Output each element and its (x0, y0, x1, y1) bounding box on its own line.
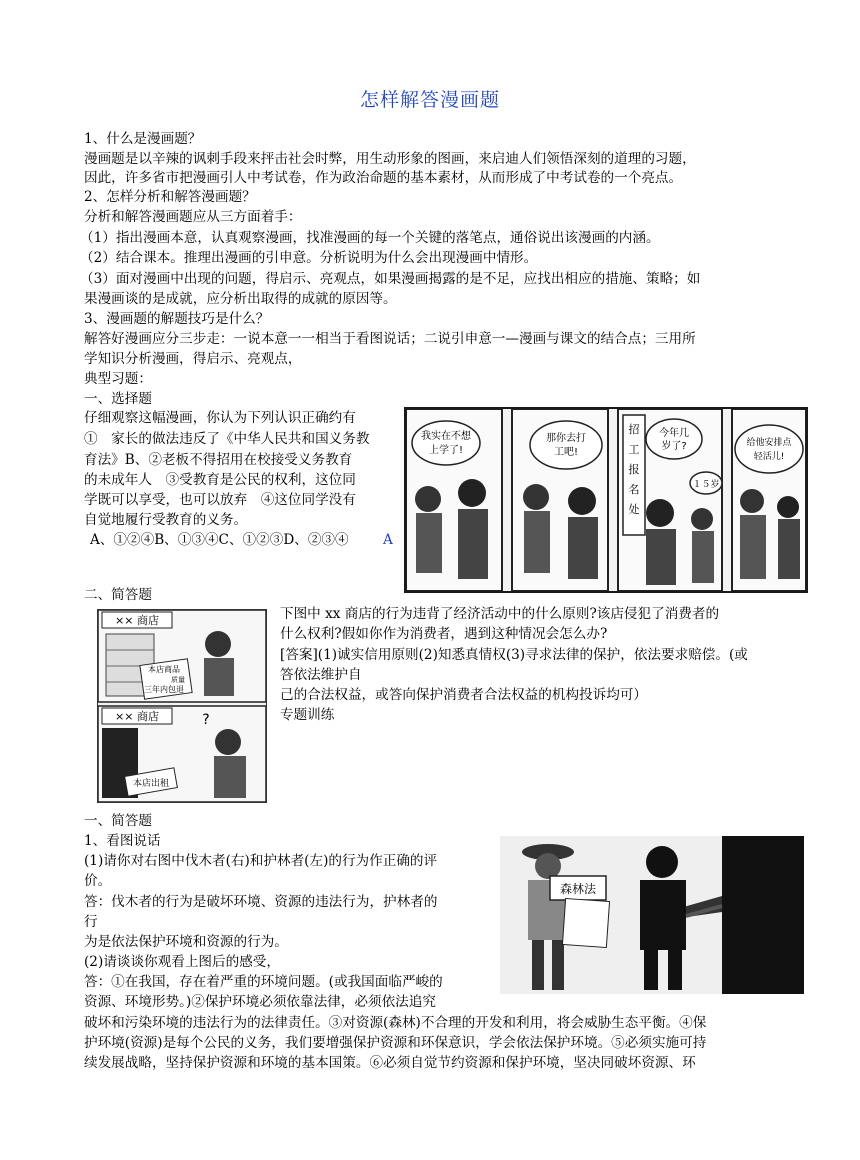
paragraph-line: 因此，许多省市把漫画引人中考试卷，作为政治命题的基本素材，从而形成了中考试卷的一个亮点。 (84, 170, 683, 186)
choice-text-line: ① 家长的做法违反了《中华人民共和国义务教 (84, 431, 370, 447)
step-3: （3）面对漫画中出现的问题，得启示、亮观点，如果漫画揭露的是不足，应找出相应的措施、策略；如 (80, 271, 701, 287)
short-answer-line: [答案](1)诚实信用原则(2)知悉真情权(3)寻求法律的保护，依法要求赔偿。(或 (280, 647, 748, 663)
training-text-line: 价。 (84, 873, 112, 889)
section-heading-short-answer: 二、简答题 (84, 587, 152, 603)
choice-text-line: 学既可以享受，也可以放弃 ④这位同学没有 (84, 492, 356, 508)
training-answer-line: 为是依法保护环境和资源的行为。 (84, 934, 288, 950)
paragraph-line: 分析和解答漫画题应从三方面着手： (84, 209, 302, 225)
special-training-label: 专题训练 (280, 707, 335, 723)
short-answer-line: 己的合法权益，或答向保护消费者合法权益的机构投诉均可） (280, 687, 648, 703)
sign-char: 工 (628, 443, 640, 456)
training-answer-line: 资源、环境形势。)②保护环境必须依靠法律，必须依法追究 (84, 994, 436, 1010)
sign-char: 名 (628, 483, 640, 496)
speech-bubble-text: 今年几 (659, 428, 689, 439)
paragraph-line: 解答好漫画应分三步走：一说本意一一相当于看图说话；二说引申意一—漫画与课文的结合点；三用所 (84, 331, 696, 347)
choice-text-line: 仔细观察这幅漫画，你认为下列认识正确约有 (84, 410, 356, 426)
paragraph-line: 学知识分析漫画，得启示、亮观点， (84, 351, 302, 367)
short-text-line: 什么权利?假如你作为消费者，遇到这种情况会怎么办? (280, 626, 608, 642)
question-2: 2、怎样分析和解答漫画题？ (84, 189, 256, 205)
store-sign: ×× 商店 (115, 710, 159, 723)
section-heading-choice: 一、选择题 (84, 391, 152, 407)
store-notice-text: 质量 (171, 676, 185, 684)
store-notice-text: 三年内包退 (144, 685, 184, 694)
sub-heading: 1、看图说话 (84, 833, 161, 849)
choice-text-line: 自觉地履行受教育的义务。 (84, 512, 248, 528)
law-book-label: 森林法 (559, 882, 597, 896)
comic-strip-education (404, 407, 808, 593)
step-1: （1）指出漫画本意，认真观察漫画，找准漫画的每一个关键的落笔点，通俗说出该漫画的内涵。 (80, 230, 660, 246)
step-2: （2）结合课本。推理出漫画的引申意。分析说明为什么会出现漫画中情形。 (80, 250, 538, 266)
training-answer-line: 续发展战略，坚持保护资源和环境的基本国策。⑥必须自觉节约资源和保护环境，坚决同破坏资源、环 (84, 1055, 696, 1071)
short-text-line: 下图中 xx 商店的行为违背了经济活动中的什么原则?该店侵犯了消费者的 (280, 606, 720, 622)
page-title: 怎样解答漫画题 (359, 89, 500, 111)
speech-bubble-text: 给他安排点 (746, 438, 792, 448)
speech-bubble-text: 轻活儿! (753, 452, 785, 462)
short-answer-line: 答依法维护自 (280, 667, 362, 683)
choice-text-line: 的未成年人 ③受教育是公民的权利，这位同 (84, 472, 356, 488)
paragraph-line: 漫画题是以辛辣的讽刺手段来抨击社会时弊，用生动形象的图画，来启迪人们领悟深刻的道理的习题， (84, 151, 696, 167)
speech-bubble-text: 我实在不想 (421, 431, 471, 442)
speech-bubble-text: 那你去打 (546, 433, 586, 444)
comic-store (97, 609, 267, 803)
paragraph-line: 果漫画谈的是成就，应分析出取得的成就的原因等。 (84, 291, 397, 307)
training-answer-line: 行 (84, 914, 98, 930)
training-question-1: (1)请你对右图中伐木者(右)和护林者(左)的行为作正确的评 (84, 853, 438, 869)
section-heading-training: 一、简答题 (84, 813, 152, 829)
choice-answer: A (383, 532, 393, 548)
store-sign: ×× 商店 (115, 614, 159, 627)
question-mark: ? (202, 712, 210, 728)
choice-options: A、①②④B、①③④C、①②③D、②③④ (90, 532, 349, 548)
choice-text-line: 育法》B、②老板不得招用在校接受义务教育 (84, 452, 353, 468)
training-question-2: (2)请谈谈你观看上图后的感受， (84, 954, 280, 970)
training-answer-line: 答：①在我国，存在着严重的环境问题。(或我国面临严峻的 (84, 974, 443, 990)
speech-bubble-text: 岁了? (661, 441, 687, 452)
sign-char: 处 (628, 503, 640, 516)
question-3: 3、漫画题的解题技巧是什么？ (84, 311, 270, 327)
typical-exercises-label: 典型习题： (84, 371, 152, 387)
rent-notice: 本店出租 (132, 779, 170, 789)
training-answer-line: 破坏和污染环境的违法行为的法律责任。③对资源(森林)不合理的开发和利用，将会威胁生态平衡。④保 (84, 1015, 707, 1031)
sign-char: 报 (628, 463, 640, 476)
store-notice-text: 本店商品 (148, 665, 180, 674)
sign-char: 招 (628, 423, 640, 436)
training-answer-line: 护环境(资源)是每个公民的义务，我们要增强保护资源和环保意识，学会依法保护环境。⑤必须实施可持 (84, 1035, 707, 1051)
question-1: 1、什么是漫画题？ (84, 131, 202, 147)
comic-forest-law (500, 836, 804, 994)
speech-bubble-text: 工吧! (553, 447, 579, 458)
training-answer-line: 答：伐木者的行为是破坏环境、资源的违法行为，护林者的 (84, 894, 438, 910)
speech-bubble-text: １５岁 (692, 480, 720, 490)
speech-bubble-text: 上学了! (428, 445, 464, 456)
